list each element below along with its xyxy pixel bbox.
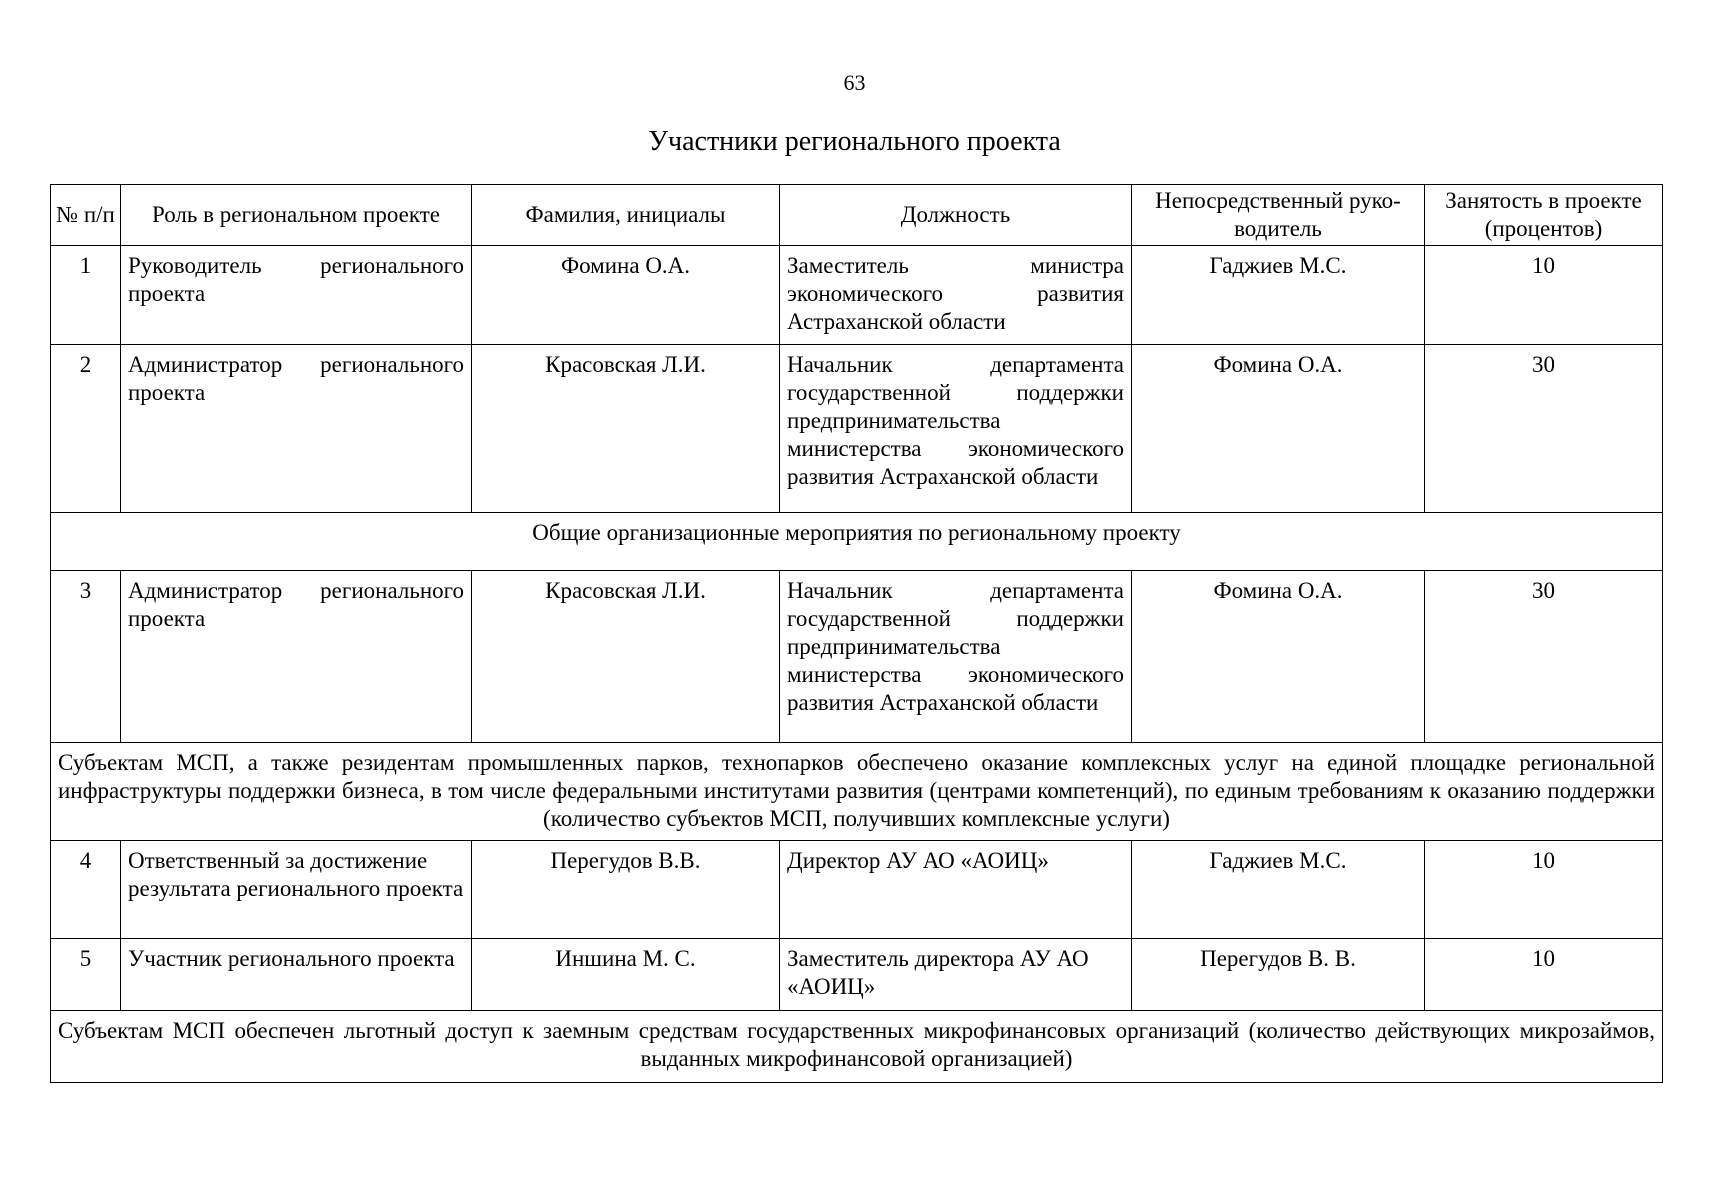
row-load: 10 (1425, 246, 1663, 345)
row-position: Заместитель директора АУ АО «АОИЦ» (780, 939, 1132, 1011)
table-header-row (51, 185, 1663, 246)
row-name: Иншина М. С. (472, 939, 780, 1011)
row-load: 30 (1425, 571, 1663, 743)
row-number: 1 (51, 246, 121, 345)
page-title: Участники регионального проекта (648, 126, 1061, 157)
section-text: Субъектам МСП, а также резидентам промышленных парков, технопарков обеспечено оказание комплексных услуг на единой площадке региональной инфраструктуры поддержки бизнеса, в том числе федеральными институтами развития (центрами компетенций), по единым требованиям к оказанию поддержки (количество субъектов МСП, получивших комплексные услуги) (58, 750, 1655, 831)
table-row (51, 571, 1663, 743)
page-number: 63 (843, 70, 866, 95)
row-position: Заместитель министра экономического развития Астраханской области (780, 246, 1132, 345)
row-name: Фомина О.А. (472, 246, 780, 345)
row-number: 2 (51, 345, 121, 513)
row-role: Участник регионального проекта (121, 939, 472, 1011)
section-text: Субъектам МСП обеспечен льготный доступ к заемным средствам государственных микрофинансовых организаций (количество действующих микрозаймов, выданных микрофинансовой организацией) (58, 1018, 1655, 1071)
row-position: Начальник департамента государственной поддержки предпринимательства министерства экономического развития Астраханской области (780, 571, 1132, 743)
section-heading: Общие организационные мероприятия по региональному проекту (51, 513, 1663, 571)
row-name: Красовская Л.И. (472, 345, 780, 513)
header-name: Фамилия, инициалы (472, 185, 780, 246)
section-row (51, 513, 1663, 571)
table-row (51, 345, 1663, 513)
row-number: 5 (51, 939, 121, 1011)
header-role: Роль в региональном проекте (121, 185, 472, 246)
header-position: Должность (780, 185, 1132, 246)
row-supervisor: Фомина О.А. (1132, 345, 1425, 513)
row-name: Перегудов В.В. (472, 841, 780, 939)
section-heading (51, 743, 1663, 841)
row-supervisor: Фомина О.А. (1132, 571, 1425, 743)
row-number: 4 (51, 841, 121, 939)
row-supervisor: Гаджиев М.С. (1132, 841, 1425, 939)
row-load: 30 (1425, 345, 1663, 513)
header-supervisor: Непосредственный руко-водитель (1132, 185, 1425, 246)
row-role: Администратор регионального проекта (121, 571, 472, 743)
section-heading (51, 1011, 1663, 1083)
row-role: Ответственный за достижение результата регионального проекта (121, 841, 472, 939)
header-load: Занятость в проекте (процентов) (1425, 185, 1663, 246)
row-supervisor: Перегудов В. В. (1132, 939, 1425, 1011)
participants-table (50, 184, 1663, 1083)
row-supervisor: Гаджиев М.С. (1132, 246, 1425, 345)
row-position: Директор АУ АО «АОИЦ» (780, 841, 1132, 939)
section-row (51, 743, 1663, 841)
row-position: Начальник департамента государственной поддержки предпринимательства министерства экономического развития Астраханской области (780, 345, 1132, 513)
header-number: № п/п (51, 185, 121, 246)
row-role: Руководитель регионального проекта (121, 246, 472, 345)
table-row (51, 841, 1663, 939)
row-load: 10 (1425, 939, 1663, 1011)
section-row (51, 1011, 1663, 1083)
row-name: Красовская Л.И. (472, 571, 780, 743)
row-load: 10 (1425, 841, 1663, 939)
table-row (51, 939, 1663, 1011)
row-role: Администратор регионального проекта (121, 345, 472, 513)
row-number: 3 (51, 571, 121, 743)
table-row (51, 246, 1663, 345)
